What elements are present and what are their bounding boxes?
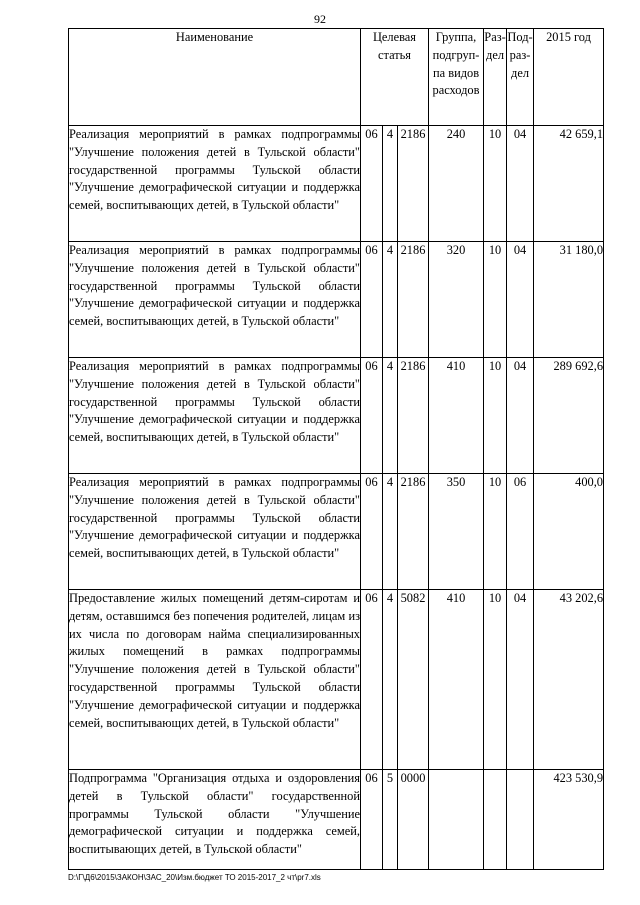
section	[484, 770, 507, 870]
header-name: Наименование	[69, 29, 361, 126]
subsection: 04	[507, 590, 534, 770]
section: 10	[484, 242, 507, 358]
subsection: 04	[507, 358, 534, 474]
amount-2015: 423 530,9	[534, 770, 604, 870]
target-subprogram: 4	[383, 474, 398, 590]
expense-group: 410	[429, 358, 484, 474]
page-number: 92	[314, 12, 326, 26]
table-row	[69, 242, 604, 358]
target-code: 2186	[398, 126, 429, 242]
target-code: 5082	[398, 590, 429, 770]
table-row	[69, 474, 604, 590]
row-name: Предоставление жилых помещений детям-сиротам и детям, оставшимся без попечения родителей, лицам из их числа по договорам найма специализированных жилых помещений в рамках подпрограммы "Улучшение положения детей в Тульской области" государственной программы Тульской области "Улучшение демографической ситуации и поддержка семей, воспитывающих детей, в Тульской области"	[69, 590, 361, 770]
target-program: 06	[361, 590, 383, 770]
row-name: Реализация мероприятий в рамках подпрограммы "Улучшение положения детей в Тульской области" государственной программы Тульской области "Улучшение демографической ситуации и поддержка семей, воспитывающих детей, в Тульской области"	[69, 474, 361, 590]
header-year: 2015 год	[534, 29, 604, 126]
section: 10	[484, 126, 507, 242]
row-name: Реализация мероприятий в рамках подпрограммы "Улучшение положения детей в Тульской области" государственной программы Тульской области "Улучшение демографической ситуации и поддержка семей, воспитывающих детей, в Тульской области"	[69, 242, 361, 358]
row-name: Подпрограмма "Организация отдыха и оздоровления детей в Тульской области" государственной программы Тульской области "Улучшение демографической ситуации и поддержка семей, воспитывающих детей, в Тульской области"	[69, 770, 361, 870]
amount-2015: 42 659,1	[534, 126, 604, 242]
expense-group: 410	[429, 590, 484, 770]
section: 10	[484, 358, 507, 474]
expense-group: 240	[429, 126, 484, 242]
amount-2015: 400,0	[534, 474, 604, 590]
table-row	[69, 358, 604, 474]
amount-2015: 31 180,0	[534, 242, 604, 358]
header-section: Раз-дел	[484, 29, 507, 126]
section: 10	[484, 474, 507, 590]
target-code: 0000	[398, 770, 429, 870]
target-subprogram: 4	[383, 242, 398, 358]
target-subprogram: 4	[383, 126, 398, 242]
row-name: Реализация мероприятий в рамках подпрограммы "Улучшение положения детей в Тульской области" государственной программы Тульской области "Улучшение демографической ситуации и поддержка семей, воспитывающих детей, в Тульской области"	[69, 126, 361, 242]
expense-group: 320	[429, 242, 484, 358]
subsection: 04	[507, 242, 534, 358]
target-code: 2186	[398, 474, 429, 590]
target-code: 2186	[398, 358, 429, 474]
amount-2015: 43 202,6	[534, 590, 604, 770]
subsection: 04	[507, 126, 534, 242]
target-program: 06	[361, 242, 383, 358]
table-row	[69, 590, 604, 770]
target-subprogram: 4	[383, 590, 398, 770]
file-path-footer: D:\Г\Д6\2015\ЗАКОН\ЗАС_20\Изм.бюджет ТО 2015-2017_2 чт\pr7.xls	[68, 873, 321, 882]
subsection	[507, 770, 534, 870]
target-subprogram: 4	[383, 358, 398, 474]
budget-table	[68, 28, 604, 870]
target-subprogram: 5	[383, 770, 398, 870]
amount-2015: 289 692,6	[534, 358, 604, 474]
section: 10	[484, 590, 507, 770]
target-program: 06	[361, 770, 383, 870]
table-row	[69, 770, 604, 870]
header-subsection: Под-раз-дел	[507, 29, 534, 126]
target-program: 06	[361, 474, 383, 590]
expense-group	[429, 770, 484, 870]
row-name: Реализация мероприятий в рамках подпрограммы "Улучшение положения детей в Тульской области" государственной программы Тульской области "Улучшение демографической ситуации и поддержка семей, воспитывающих детей, в Тульской области"	[69, 358, 361, 474]
target-code: 2186	[398, 242, 429, 358]
table-row	[69, 126, 604, 242]
target-program: 06	[361, 126, 383, 242]
header-target: Целевая статья	[361, 29, 429, 126]
header-group: Группа, подгруп-па видов расходов	[429, 29, 484, 126]
target-program: 06	[361, 358, 383, 474]
subsection: 06	[507, 474, 534, 590]
header-row	[69, 29, 604, 126]
expense-group: 350	[429, 474, 484, 590]
